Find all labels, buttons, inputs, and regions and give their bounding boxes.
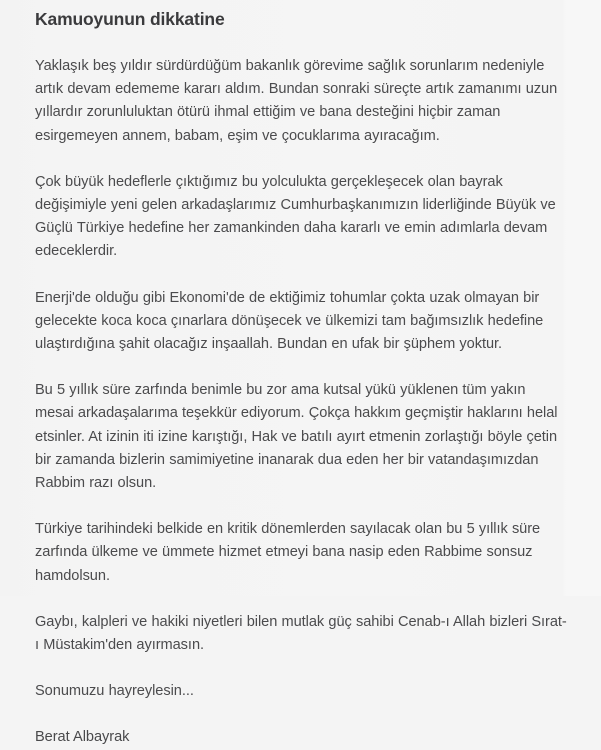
- statement-paragraph-3: Enerji'de olduğu gibi Ekonomi'de de ektiğimiz tohumlar çokta uzak olmayan bir gelecekte koca koca çınarlara dönüşecek ve ülkemizi tam bağımsızlık hedefine ulaştırdığına şahit olacağız inşaallah. Bundan en ufak bir şüphem yoktur.: [35, 289, 544, 353]
- page-title: Kamuoyunun dikkatine: [35, 9, 225, 29]
- statement-paragraph-2: Çok büyük hedeflerle çıktığımız bu yolculukta gerçekleşecek olan bayrak değişimiyle yeni gelen arkadaşlarımız Cumhurbaşkanımızın liderliğinde Büyük ve Güçlü Türkiye hedefine her zamankinden daha kararlı ve emin adımlarla devam edeceklerdir.: [35, 173, 556, 260]
- statement-paragraph-1: Yaklaşık beş yıldır sürdürdüğüm bakanlık görevime sağlık sorunlarım nedeniyle artık devam edememe kararı aldım. Bundan sonraki süreçte artık zamanımı uzun yıllardır zorunluluktan ötürü ihmal ettiğim ve bana desteğini hiçbir zaman esirgemeyen annem, babam, eşim ve çocuklarıma ayıracağım.: [35, 58, 558, 144]
- statement-body: [35, 55, 567, 750]
- statement-signature: Berat Albayrak: [35, 729, 130, 746]
- statement-paragraph-4: Bu 5 yıllık süre zarfında benimle bu zor ama kutsal yükü yüklenen tüm yakın mesai arkadaşalarıma teşekkür ediyorum. Çokça hakkım geçmiştir haklarını helal etsinler. At izinin iti izine karıştığı, Hak ve batılı ayırt etmenin zorlaştığı böyle çetin bir zamanda bizlerin samimiyetine inanarak dua eden her bir vatandaşımızdan Rabbim razı olsun.: [35, 382, 558, 492]
- statement-paragraph-6: Gaybı, kalpleri ve hakiki niyetleri bilen mutlak güç sahibi Cenab-ı Allah bizleri Sırat-ı Müstakim'den ayırmasın.: [35, 613, 567, 654]
- statement-paragraph-5: Türkiye tarihindeki belkide en kritik dönemlerden sayılacak olan bu 5 yıllık süre zarfında ülkeme ve ümmete hizmet etmeyi bana nasip eden Rabbime sonsuz hamdolsun.: [35, 521, 541, 584]
- statement-paragraph-7: Sonumuzu hayreylesin...: [35, 683, 194, 700]
